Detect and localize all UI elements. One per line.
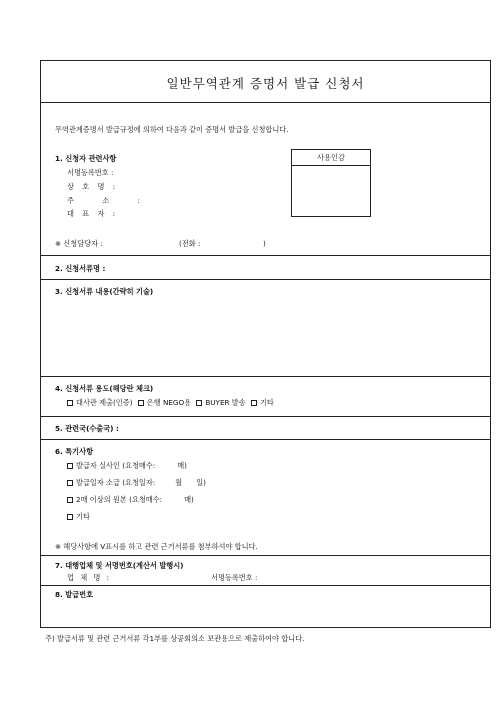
section-5-country: 5. 관련국(수출국) : xyxy=(55,424,119,433)
checkbox-originals[interactable] xyxy=(67,497,73,503)
contact-person-label: ※ 신청담당자 : xyxy=(55,239,103,248)
agency-reg-no-label: 서명등록번호 : xyxy=(211,573,258,582)
checkbox-backdate[interactable] xyxy=(67,480,73,486)
divider xyxy=(41,439,490,440)
special-item-backdate: 발급일자 소급 (요청일자: 월 일) xyxy=(67,478,206,488)
applicant-address-label: 주 소 : xyxy=(67,196,140,205)
phone-close: ) xyxy=(263,239,266,248)
section-8-issue-number: 8. 발급번호 xyxy=(55,590,94,599)
usage-buyer: BUYER 발송 xyxy=(205,398,246,407)
divider xyxy=(41,555,490,556)
divider xyxy=(41,102,490,103)
applicant-heading: 1. 신청자 관련사항 xyxy=(55,154,117,163)
section-4-heading: 4. 신청서류 용도(해당란 체크) xyxy=(55,384,154,393)
divider xyxy=(41,416,490,417)
checkbox-other-usage[interactable] xyxy=(251,400,257,406)
special-note: ※ 해당사항에 V표시를 하고 관련 근거서류를 첨부하셔야 합니다. xyxy=(55,542,258,551)
divider xyxy=(41,376,490,377)
special-item-other: 기타 xyxy=(67,512,90,522)
checkbox-buyer[interactable] xyxy=(196,400,202,406)
checkbox-embassy[interactable] xyxy=(67,400,73,406)
section-2-doc-name: 2. 신청서류명 : xyxy=(55,264,106,273)
seal-label: 사용인감 xyxy=(292,150,370,166)
checkbox-signature[interactable] xyxy=(67,463,73,469)
checkbox-bank-nego[interactable] xyxy=(138,400,144,406)
section-6-heading: 6. 특기사항 xyxy=(55,447,94,456)
special-item-signature: 발급자 실사인 (요청매수: 매) xyxy=(67,461,187,471)
intro-text: 무역관계증명서 발급규정에 의하여 다음과 같이 증명서 발급을 신청합니다. xyxy=(55,125,289,134)
section-7-heading: 7. 대행업체 및 서명번호(계산서 발행시) xyxy=(55,561,184,570)
divider xyxy=(41,279,490,280)
usage-embassy: 대사관 제출(인증) xyxy=(76,398,133,407)
section-3-doc-content: 3. 신청서류 내용(간략히 기술) xyxy=(55,287,154,296)
applicant-company-label: 상 호 명 : xyxy=(67,182,116,191)
divider xyxy=(41,585,490,586)
agency-company-label: 업 체 명 : xyxy=(67,573,110,582)
application-form xyxy=(40,60,491,628)
form-title: 일반무역관계 증명서 발급 신청서 xyxy=(166,76,365,91)
usage-bank-nego: 은행 NEGO용 xyxy=(146,398,192,407)
applicant-ceo-label: 대 표 자 : xyxy=(67,209,116,218)
applicant-reg-no-label: 서명등록번호 : xyxy=(67,168,114,177)
usage-other: 기타 xyxy=(259,398,274,407)
divider xyxy=(41,255,490,256)
checkbox-other[interactable] xyxy=(67,514,73,520)
usage-options xyxy=(67,398,274,408)
special-item-originals: 2매 이상의 원본 (요청매수: 매) xyxy=(67,495,194,505)
seal-box xyxy=(291,149,371,217)
phone-label: (전화 : xyxy=(179,239,201,248)
footer-note: 주) 발급서류 및 관련 근거서류 각1부를 상공회의소 보관용으로 제출하여야 합니다. xyxy=(45,634,305,643)
